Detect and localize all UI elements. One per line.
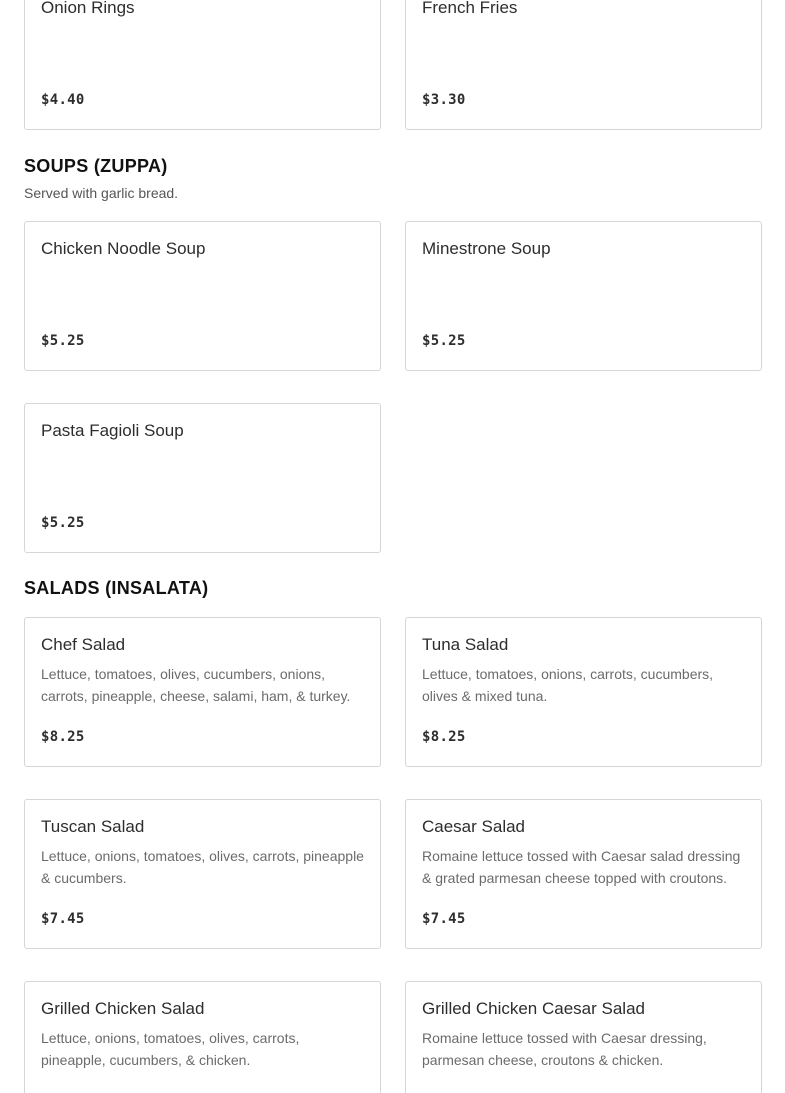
menu-item-price: $3.30: [422, 92, 466, 108]
menu-item-name: Pasta Fagioli Soup: [41, 421, 184, 440]
menu-item-card-tuscan-salad[interactable]: [24, 799, 381, 949]
menu-item-name: Chicken Noodle Soup: [41, 239, 206, 258]
menu-item-price: $8.25: [41, 729, 85, 745]
menu-item-card-chicken-noodle-soup[interactable]: [24, 221, 381, 371]
menu-item-description: Lettuce, onions, tomatoes, olives, carrots, pineapple & cucumbers.: [41, 848, 364, 886]
menu-item-card-pasta-fagioli-soup[interactable]: [24, 403, 381, 553]
menu-item-card-minestrone-soup[interactable]: [405, 221, 762, 371]
menu-item-name: Grilled Chicken Caesar Salad: [422, 999, 645, 1018]
menu-item-description: Lettuce, onions, tomatoes, olives, carrots, pineapple, cucumbers, & chicken.: [41, 1030, 300, 1068]
menu-item-price: $8.25: [422, 729, 466, 745]
menu-item-card-tuna-salad[interactable]: [405, 617, 762, 767]
menu-item-description: Lettuce, tomatoes, onions, carrots, cucumbers, olives & mixed tuna.: [422, 666, 714, 704]
menu-item-card-caesar-salad[interactable]: [405, 799, 762, 949]
menu-item-name: Caesar Salad: [422, 817, 526, 836]
menu-item-name: Tuna Salad: [422, 635, 509, 654]
menu-item-price: $5.25: [422, 333, 466, 349]
menu-item-name: Minestrone Soup: [422, 239, 551, 258]
menu-item-price: $4.40: [41, 92, 85, 108]
menu-item-card-french-fries[interactable]: [405, 0, 762, 130]
section-title-soups: SOUPS (ZUPPA): [24, 156, 168, 176]
menu-item-card-grilled-chicken-caesar-salad[interactable]: [405, 981, 762, 1093]
menu-item-description: Lettuce, tomatoes, olives, cucumbers, onions, carrots, pineapple, cheese, salami, ham, & turkey.: [41, 666, 351, 704]
menu-item-price: $5.25: [41, 515, 85, 531]
menu-item-card-grilled-chicken-salad[interactable]: [24, 981, 381, 1093]
menu-item-description: Romaine lettuce tossed with Caesar dressing, parmesan cheese, croutons & chicken.: [422, 1030, 707, 1068]
menu-item-price: $5.25: [41, 333, 85, 349]
section-title-salads: SALADS (INSALATA): [24, 578, 209, 598]
menu-item-name: Onion Rings: [41, 0, 135, 17]
menu-item-name: Tuscan Salad: [41, 817, 145, 836]
menu-item-card-onion-rings[interactable]: [24, 0, 381, 130]
menu-item-description: Romaine lettuce tossed with Caesar salad dressing & grated parmesan cheese topped with croutons.: [422, 848, 741, 886]
menu-item-card-chef-salad[interactable]: [24, 617, 381, 767]
menu-item-price: $7.45: [422, 911, 466, 927]
menu-item-name: Chef Salad: [41, 635, 126, 654]
section-subtitle-soups: Served with garlic bread.: [24, 185, 179, 201]
menu-item-name: French Fries: [422, 0, 518, 17]
menu-item-name: Grilled Chicken Salad: [41, 999, 205, 1018]
menu-item-price: $7.45: [41, 911, 85, 927]
